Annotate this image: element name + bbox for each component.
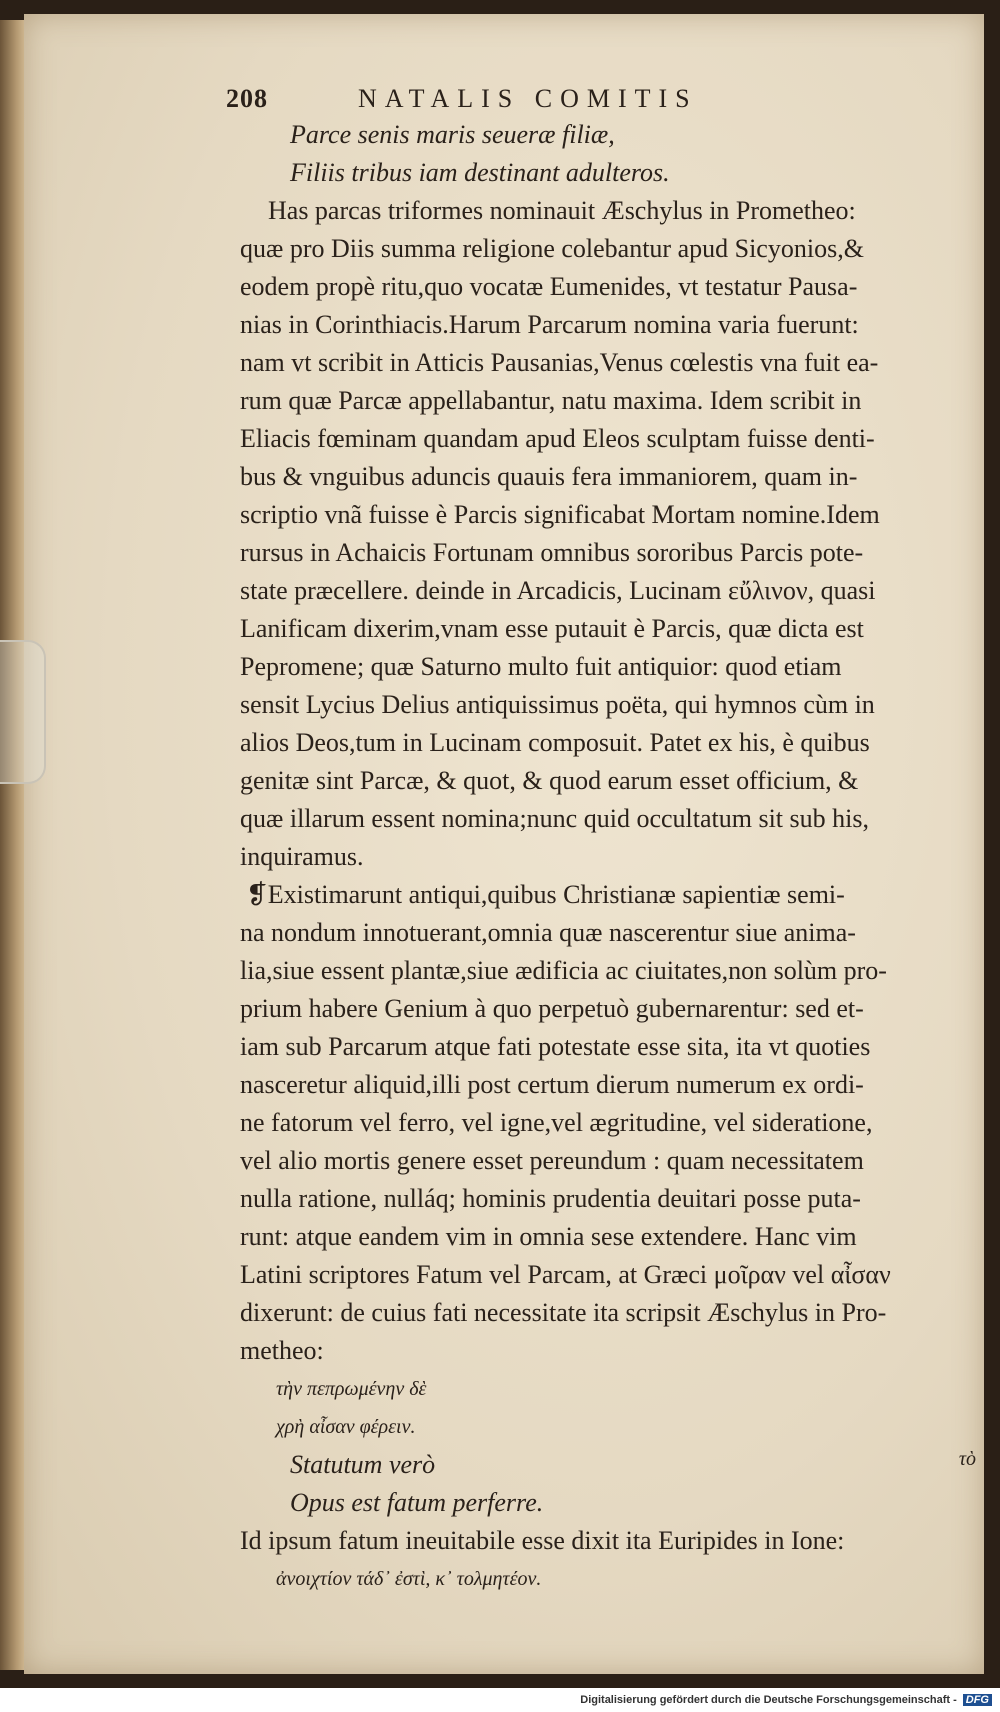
text-line: Latini scriptores Fatum vel Parcam, at Græci μοῖραν vel αἶσαν bbox=[240, 1260, 891, 1289]
dfg-logo: DFG bbox=[963, 1694, 992, 1706]
text-line: genitæ sint Parcæ, & quot, & quod earum esset officium, & bbox=[240, 766, 859, 795]
text-line: nias in Corinthiacis.Harum Parcarum nomina varia fuerunt: bbox=[240, 310, 859, 339]
text-line: Filiis tribus iam destinant adulteros. bbox=[290, 158, 670, 187]
text-line: rursus in Achaicis Fortunam omnibus sororibus Parcis pote- bbox=[240, 538, 864, 567]
text-line: τὴν πεπρωμένην δὲ bbox=[276, 1378, 427, 1400]
text-line: metheo: bbox=[240, 1336, 324, 1365]
text-line: inquiramus. bbox=[240, 842, 364, 871]
text-line: Parce senis maris seueræ filiæ, bbox=[290, 120, 615, 149]
text-line: bus & vnguibus aduncis quauis fera immaniorem, quam in- bbox=[240, 462, 858, 491]
text-line: Statutum verò bbox=[290, 1450, 436, 1479]
text-line: dixerunt: de cuius fati necessitate ita scripsit Æschylus in Pro- bbox=[240, 1298, 887, 1327]
text-line: nam vt scribit in Atticis Pausanias,Venus cœlestis vna fuit ea- bbox=[240, 348, 879, 377]
digitization-footer bbox=[0, 1688, 1000, 1712]
running-header bbox=[226, 84, 960, 114]
text-line: ἀνοιχτίον τάδ᾽ ἐστὶ, κ᾽ τολμητέον. bbox=[276, 1568, 542, 1590]
catchword: τὸ bbox=[958, 1448, 976, 1470]
page-clip bbox=[0, 640, 46, 784]
running-title: NATALIS COMITIS bbox=[358, 84, 698, 113]
text-line: sensit Lycius Delius antiquissimus poëta, qui hymnos cùm in bbox=[240, 690, 875, 719]
text-line: scriptio vnã fuisse è Parcis significabat Mortam nomine.Idem bbox=[240, 500, 880, 529]
text-line: nasceretur aliquid,illi post certum dierum numerum ex ordi- bbox=[240, 1070, 864, 1099]
text-lines bbox=[240, 116, 960, 1598]
text-line: runt: atque eandem vim in omnia sese extendere. Hanc vim bbox=[240, 1222, 857, 1251]
text-line: lia,siue essent plantæ,siue ædificia ac ciuitates,non solùm pro- bbox=[240, 956, 887, 985]
text-line: quæ illarum essent nomina;nunc quid occultatum sit sub his, bbox=[240, 804, 869, 833]
text-line: Lanificam dixerim,vnam esse putauit è Parcis, quæ dicta est bbox=[240, 614, 864, 643]
footer-text: Digitalisierung gefördert durch die Deutsche Forschungsgemeinschaft - bbox=[580, 1694, 957, 1706]
text-line: prium habere Genium à quo perpetuò gubernarentur: sed et- bbox=[240, 994, 864, 1023]
text-line: ne fatorum vel ferro, vel igne,vel ægritudine, vel sideratione, bbox=[240, 1108, 873, 1137]
text-line: nulla ratione, nulláq; hominis prudentia deuitari posse puta- bbox=[240, 1184, 861, 1213]
text-line: iam sub Parcarum atque fati potestate esse sita, ita vt quoties bbox=[240, 1032, 871, 1061]
text-line: Eliacis fœminam quandam apud Eleos sculptam fuisse denti- bbox=[240, 424, 875, 453]
text-line: vel alio mortis genere esset pereundum : quam necessitatem bbox=[240, 1146, 864, 1175]
text-line: rum quæ Parcæ appellabantur, natu maxima. Idem scribit in bbox=[240, 386, 862, 415]
text-line: quæ pro Diis summa religione colebantur apud Sicyonios,& bbox=[240, 234, 864, 263]
text-line: Has parcas triformes nominauit Æschylus in Prometheo: bbox=[268, 196, 856, 225]
text-line: Opus est fatum perferre. bbox=[290, 1488, 544, 1517]
text-line: Id ipsum fatum ineuitabile esse dixit ita Euripides in Ione: bbox=[240, 1526, 845, 1555]
text-line: ❡Existimarunt antiqui,quibus Christianæ sapientiæ semi- bbox=[246, 880, 845, 909]
text-line: eodem propè ritu,quo vocatæ Eumenides, vt testatur Pausa- bbox=[240, 272, 858, 301]
text-line: alios Deos,tum in Lucinam composuit. Patet ex his, è quibus bbox=[240, 728, 870, 757]
text-line: na nondum innotuerant,omnia quæ nascerentur siue anima- bbox=[240, 918, 856, 947]
text-line: state præcellere. deinde in Arcadicis, Lucinam εὔλινον, quasi bbox=[240, 576, 876, 605]
text-line: χρὴ αἶσαν φέρειν. bbox=[276, 1416, 416, 1438]
text-block bbox=[226, 84, 960, 1598]
text-line: Pepromene; quæ Saturno multo fuit antiquior: quod etiam bbox=[240, 652, 842, 681]
page-number: 208 bbox=[226, 84, 268, 113]
